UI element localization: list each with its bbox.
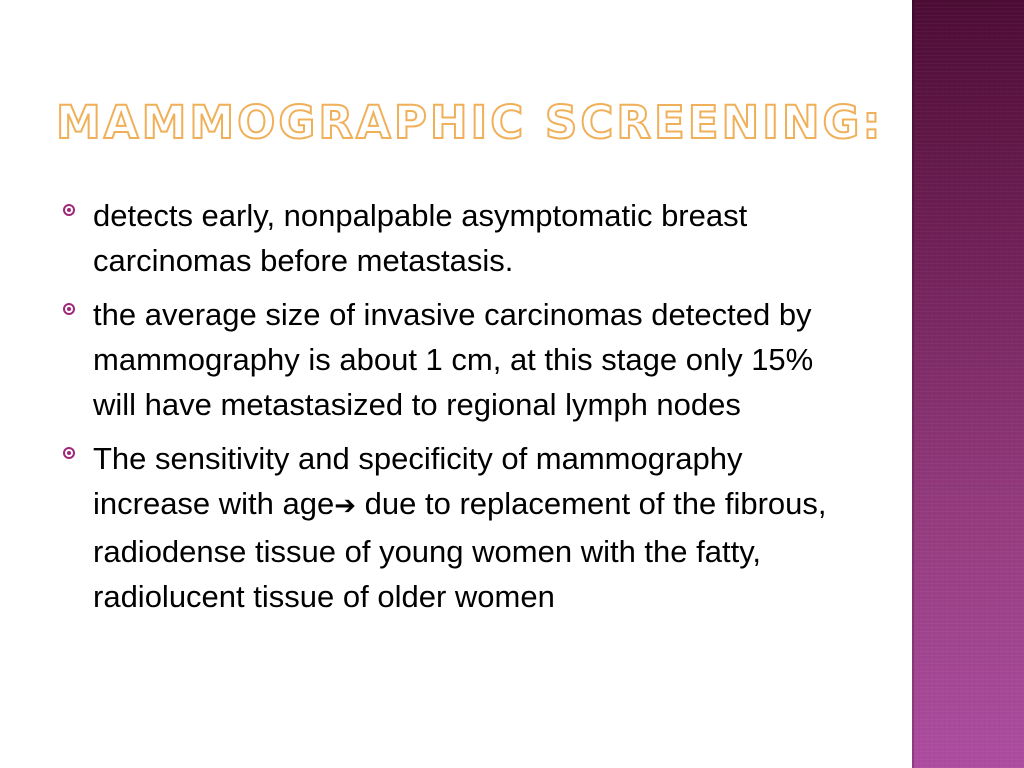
bullet-text — [93, 436, 850, 619]
right-arrow-icon: ➔ — [334, 491, 357, 521]
bullet-text-before-arrow: The sensitivity and specificity of mammography increase with age — [93, 441, 743, 521]
bullet-text: the average size of invasive carcinomas detected by mammography is about 1 cm, at this stage only 15% will have metastasized to regional lymph nodes — [93, 297, 814, 422]
slide-title: MAMMOGRAPHIC SCREENING: — [56, 96, 884, 149]
bullet-text-after-arrow: due to replacement of the fibrous, radiodense tissue of young women with the fatty, radiolucent tissue of older women — [93, 486, 827, 614]
circled-dot-bullet-icon — [63, 204, 75, 216]
circled-dot-bullet-icon — [63, 447, 75, 459]
bullet-item — [60, 436, 850, 619]
side-band-texture — [914, 0, 1024, 768]
side-band-edge — [912, 0, 914, 768]
bullet-list — [60, 193, 850, 628]
bullet-item — [60, 193, 850, 283]
circled-dot-bullet-icon — [63, 303, 75, 315]
bullet-text: detects early, nonpalpable asymptomatic breast carcinomas before metastasis. — [93, 198, 748, 278]
bullet-item — [60, 292, 850, 427]
